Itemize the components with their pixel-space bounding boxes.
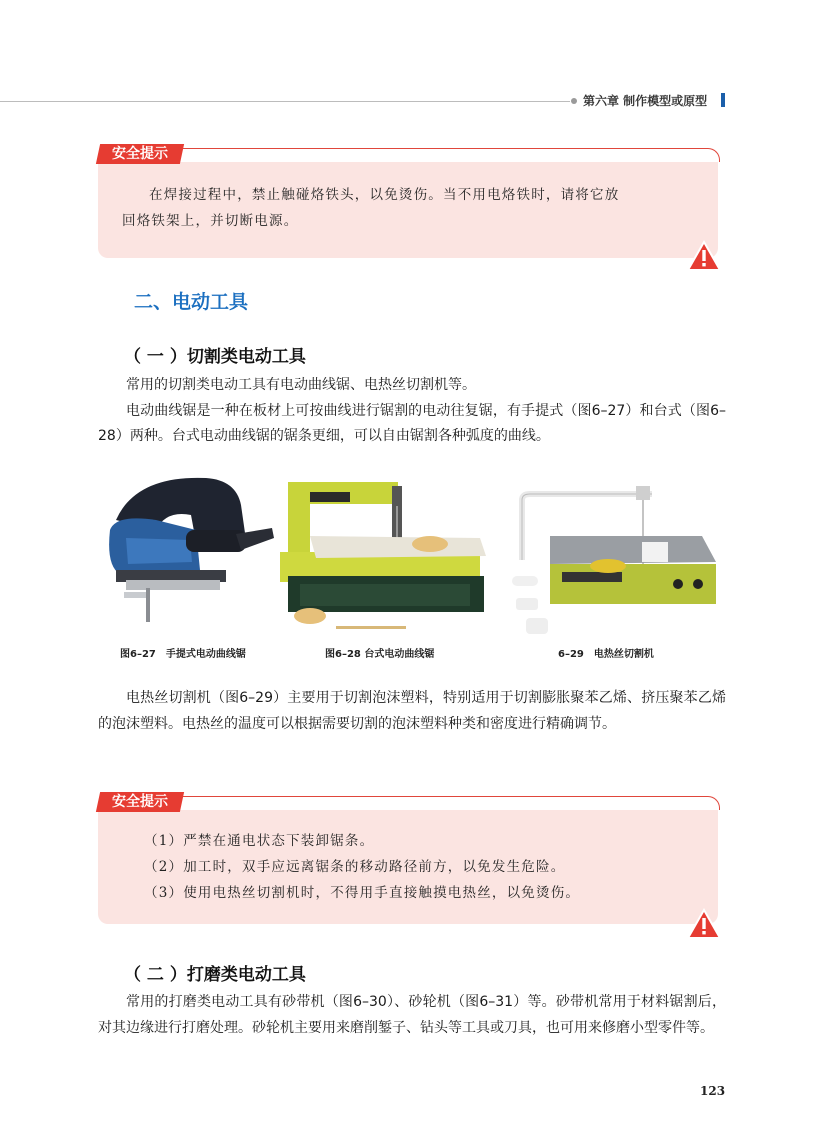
safety-box-border	[178, 796, 720, 810]
safety-line: （1）严禁在通电状态下装卸锯条。	[144, 833, 375, 849]
subsection-title: （ 一 ）切割类电动工具	[124, 347, 306, 367]
safety-box-1	[98, 146, 718, 258]
paragraph: 电动曲线锯是一种在板材上可按曲线进行锯割的电动往复锯，有手提式（图6–27）和台式（图6–28）两种。台式电动曲线锯的锯条更细，可以自由锯割各种弧度的曲线。	[98, 402, 726, 444]
warning-icon	[686, 240, 722, 272]
figure-caption: 图6–28 台式电动曲线锯	[325, 649, 435, 660]
page-number: 123	[700, 1084, 726, 1098]
paragraph: 常用的切割类电动工具有电动曲线锯、电热丝切割机等。	[126, 377, 476, 393]
body-paragraphs	[98, 373, 726, 450]
header-bar	[721, 93, 725, 107]
body-paragraphs	[98, 990, 726, 1041]
safety-line: （2）加工时，双手应远离锯条的移动路径前方，以免发生危险。	[144, 859, 566, 875]
safety-line: （3）使用电热丝切割机时，不得用手直接触摸电热丝，以免烫伤。	[144, 885, 581, 901]
header-dot	[571, 98, 577, 104]
body-paragraphs	[98, 686, 726, 737]
header-rule	[0, 101, 570, 102]
safety-box-border	[178, 148, 720, 162]
jigsaw-handheld-image	[96, 470, 276, 640]
figure-caption: 6–29 电热丝切割机	[558, 649, 654, 660]
safety-box-2	[98, 794, 718, 924]
safety-text	[122, 182, 694, 234]
scroll-saw-image	[280, 466, 490, 636]
warning-icon	[686, 908, 722, 940]
safety-line: 在焊接过程中，禁止触碰烙铁头，以免烫伤。当不用电烙铁时，请将它放	[149, 187, 620, 203]
safety-tag: 安全提示	[96, 144, 184, 164]
hot-wire-cutter-image	[502, 480, 722, 640]
safety-tag: 安全提示	[96, 792, 184, 812]
safety-line: 回烙铁架上，并切断电源。	[122, 213, 299, 229]
section-title: 二、电动工具	[134, 291, 249, 313]
figure-caption: 图6–27 手提式电动曲线锯	[120, 649, 246, 660]
subsection-title: （ 二 ）打磨类电动工具	[124, 965, 306, 985]
paragraph: 常用的打磨类电动工具有砂带机（图6–30）、砂轮机（图6–31）等。砂带机常用于材料锯割后，对其边缘进行打磨处理。砂轮机主要用来磨削錾子、钻头等工具或刀具，也可用来修磨小型零件等。	[98, 994, 726, 1036]
paragraph: 电热丝切割机（图6–29）主要用于切割泡沫塑料，特别适用于切割膨胀聚苯乙烯、挤压聚苯乙烯的泡沫塑料。电热丝的温度可以根据需要切割的泡沫塑料种类和密度进行精确调节。	[98, 690, 726, 732]
safety-text	[144, 828, 694, 906]
chapter-header: 第六章 制作模型或原型	[583, 94, 708, 108]
